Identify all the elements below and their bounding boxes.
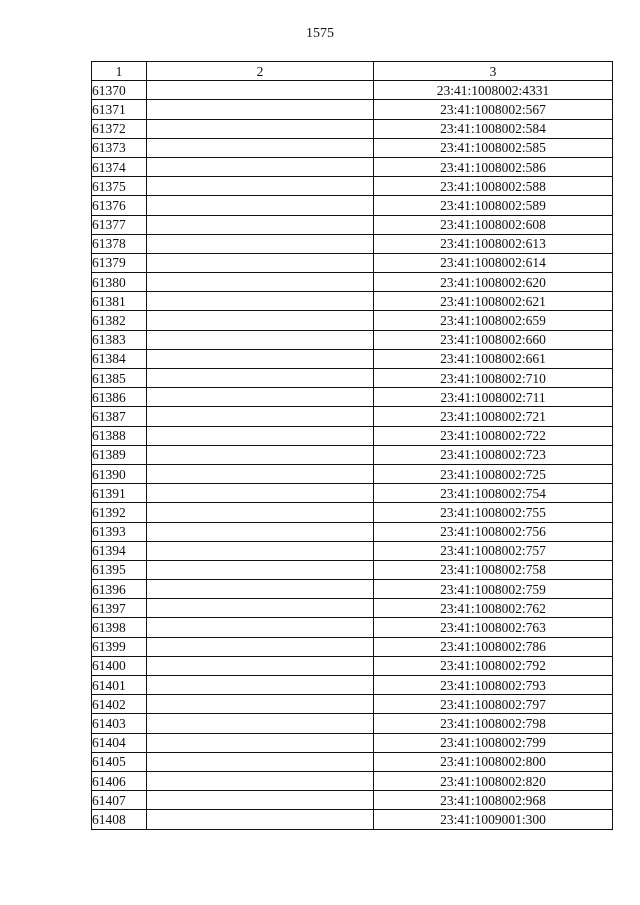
description-cell [147,273,374,292]
row-number-cell: 61392 [92,503,147,522]
row-number-cell: 61400 [92,656,147,675]
table-row [92,330,613,349]
table-row [92,234,613,253]
description-cell [147,676,374,695]
cadastral-number-cell: 23:41:1008002:757 [374,541,613,560]
table-body [92,81,613,829]
description-cell [147,771,374,790]
table-row [92,253,613,272]
register-table [91,61,613,830]
cadastral-number-cell: 23:41:1008002:798 [374,714,613,733]
row-number-cell: 61374 [92,157,147,176]
description-cell [147,292,374,311]
cadastral-number-cell: 23:41:1008002:586 [374,157,613,176]
cadastral-number-cell: 23:41:1008002:588 [374,177,613,196]
description-cell [147,234,374,253]
description-cell [147,119,374,138]
description-cell [147,541,374,560]
row-number-cell: 61397 [92,599,147,618]
cadastral-number-cell: 23:41:1008002:756 [374,522,613,541]
description-cell [147,138,374,157]
description-cell [147,157,374,176]
table-row [92,733,613,752]
cadastral-number-cell: 23:41:1008002:614 [374,253,613,272]
cadastral-number-cell: 23:41:1008002:725 [374,464,613,483]
row-number-cell: 61403 [92,714,147,733]
table-row [92,714,613,733]
table-row [92,369,613,388]
column-header-1: 1 [92,62,147,81]
table-row [92,81,613,100]
table-row [92,695,613,714]
row-number-cell: 61393 [92,522,147,541]
row-number-cell: 61396 [92,580,147,599]
row-number-cell: 61389 [92,445,147,464]
description-cell [147,810,374,829]
description-cell [147,752,374,771]
row-number-cell: 61387 [92,407,147,426]
cadastral-number-cell: 23:41:1008002:800 [374,752,613,771]
cadastral-number-cell: 23:41:1008002:710 [374,369,613,388]
table-row [92,503,613,522]
row-number-cell: 61407 [92,791,147,810]
row-number-cell: 61398 [92,618,147,637]
row-number-cell: 61406 [92,771,147,790]
cadastral-number-cell: 23:41:1008002:722 [374,426,613,445]
table-row [92,273,613,292]
description-cell [147,445,374,464]
description-cell [147,349,374,368]
table-row [92,177,613,196]
table-row [92,810,613,829]
table-row [92,580,613,599]
cadastral-number-cell: 23:41:1008002:4331 [374,81,613,100]
cadastral-number-cell: 23:41:1008002:660 [374,330,613,349]
table-row [92,311,613,330]
row-number-cell: 61399 [92,637,147,656]
row-number-cell: 61388 [92,426,147,445]
cadastral-number-cell: 23:41:1008002:755 [374,503,613,522]
cadastral-number-cell: 23:41:1008002:793 [374,676,613,695]
table-row [92,791,613,810]
row-number-cell: 61385 [92,369,147,388]
table-row [92,637,613,656]
cadastral-number-cell: 23:41:1008002:754 [374,484,613,503]
table-row [92,484,613,503]
table-row [92,426,613,445]
row-number-cell: 61386 [92,388,147,407]
cadastral-number-cell: 23:41:1008002:723 [374,445,613,464]
table-row [92,157,613,176]
description-cell [147,503,374,522]
cadastral-number-cell: 23:41:1008002:797 [374,695,613,714]
description-cell [147,253,374,272]
row-number-cell: 61401 [92,676,147,695]
description-cell [147,599,374,618]
description-cell [147,81,374,100]
table-row [92,656,613,675]
cadastral-number-cell: 23:41:1008002:763 [374,618,613,637]
cadastral-number-cell: 23:41:1008002:621 [374,292,613,311]
row-number-cell: 61390 [92,464,147,483]
cadastral-number-cell: 23:41:1008002:585 [374,138,613,157]
page-number: 1575 [306,26,334,41]
row-number-cell: 61394 [92,541,147,560]
cadastral-number-cell: 23:41:1008002:762 [374,599,613,618]
row-number-cell: 61375 [92,177,147,196]
table-row [92,407,613,426]
table-row [92,215,613,234]
description-cell [147,618,374,637]
cadastral-number-cell: 23:41:1008002:721 [374,407,613,426]
cadastral-number-cell: 23:41:1008002:589 [374,196,613,215]
cadastral-number-cell: 23:41:1008002:584 [374,119,613,138]
row-number-cell: 61380 [92,273,147,292]
row-number-cell: 61377 [92,215,147,234]
table-row [92,560,613,579]
cadastral-number-cell: 23:41:1008002:799 [374,733,613,752]
table-row [92,119,613,138]
table-row [92,618,613,637]
cadastral-number-cell: 23:41:1008002:820 [374,771,613,790]
cadastral-number-cell: 23:41:1008002:968 [374,791,613,810]
cadastral-number-cell: 23:41:1008002:792 [374,656,613,675]
table-row [92,676,613,695]
cadastral-number-cell: 23:41:1008002:620 [374,273,613,292]
row-number-cell: 61408 [92,810,147,829]
column-header-2: 2 [147,62,374,81]
table-row [92,100,613,119]
column-header-3: 3 [374,62,613,81]
description-cell [147,637,374,656]
row-number-cell: 61405 [92,752,147,771]
table-row [92,541,613,560]
row-number-cell: 61382 [92,311,147,330]
row-number-cell: 61372 [92,119,147,138]
table-row [92,599,613,618]
description-cell [147,522,374,541]
table-row [92,349,613,368]
cadastral-number-cell: 23:41:1008002:661 [374,349,613,368]
table-row [92,522,613,541]
description-cell [147,330,374,349]
description-cell [147,695,374,714]
table-row [92,771,613,790]
description-cell [147,407,374,426]
table-row [92,138,613,157]
description-cell [147,215,374,234]
cadastral-number-cell: 23:41:1008002:613 [374,234,613,253]
row-number-cell: 61384 [92,349,147,368]
row-number-cell: 61371 [92,100,147,119]
description-cell [147,656,374,675]
description-cell [147,484,374,503]
row-number-cell: 61395 [92,560,147,579]
row-number-cell: 61379 [92,253,147,272]
table-row [92,292,613,311]
description-cell [147,580,374,599]
row-number-cell: 61370 [92,81,147,100]
table-row [92,445,613,464]
description-cell [147,177,374,196]
table-row [92,464,613,483]
description-cell [147,791,374,810]
description-cell [147,733,374,752]
row-number-cell: 61378 [92,234,147,253]
description-cell [147,100,374,119]
row-number-cell: 61402 [92,695,147,714]
cadastral-number-cell: 23:41:1008002:758 [374,560,613,579]
description-cell [147,369,374,388]
row-number-cell: 61376 [92,196,147,215]
description-cell [147,464,374,483]
description-cell [147,714,374,733]
description-cell [147,311,374,330]
table-header-row [92,62,613,81]
cadastral-number-cell: 23:41:1008002:567 [374,100,613,119]
cadastral-number-cell: 23:41:1009001:300 [374,810,613,829]
description-cell [147,426,374,445]
cadastral-number-cell: 23:41:1008002:608 [374,215,613,234]
row-number-cell: 61404 [92,733,147,752]
row-number-cell: 61383 [92,330,147,349]
row-number-cell: 61373 [92,138,147,157]
table-row [92,388,613,407]
cadastral-number-cell: 23:41:1008002:786 [374,637,613,656]
cadastral-number-cell: 23:41:1008002:759 [374,580,613,599]
description-cell [147,196,374,215]
row-number-cell: 61381 [92,292,147,311]
table-row [92,196,613,215]
cadastral-number-cell: 23:41:1008002:711 [374,388,613,407]
table-row [92,752,613,771]
cadastral-number-cell: 23:41:1008002:659 [374,311,613,330]
description-cell [147,560,374,579]
description-cell [147,388,374,407]
row-number-cell: 61391 [92,484,147,503]
